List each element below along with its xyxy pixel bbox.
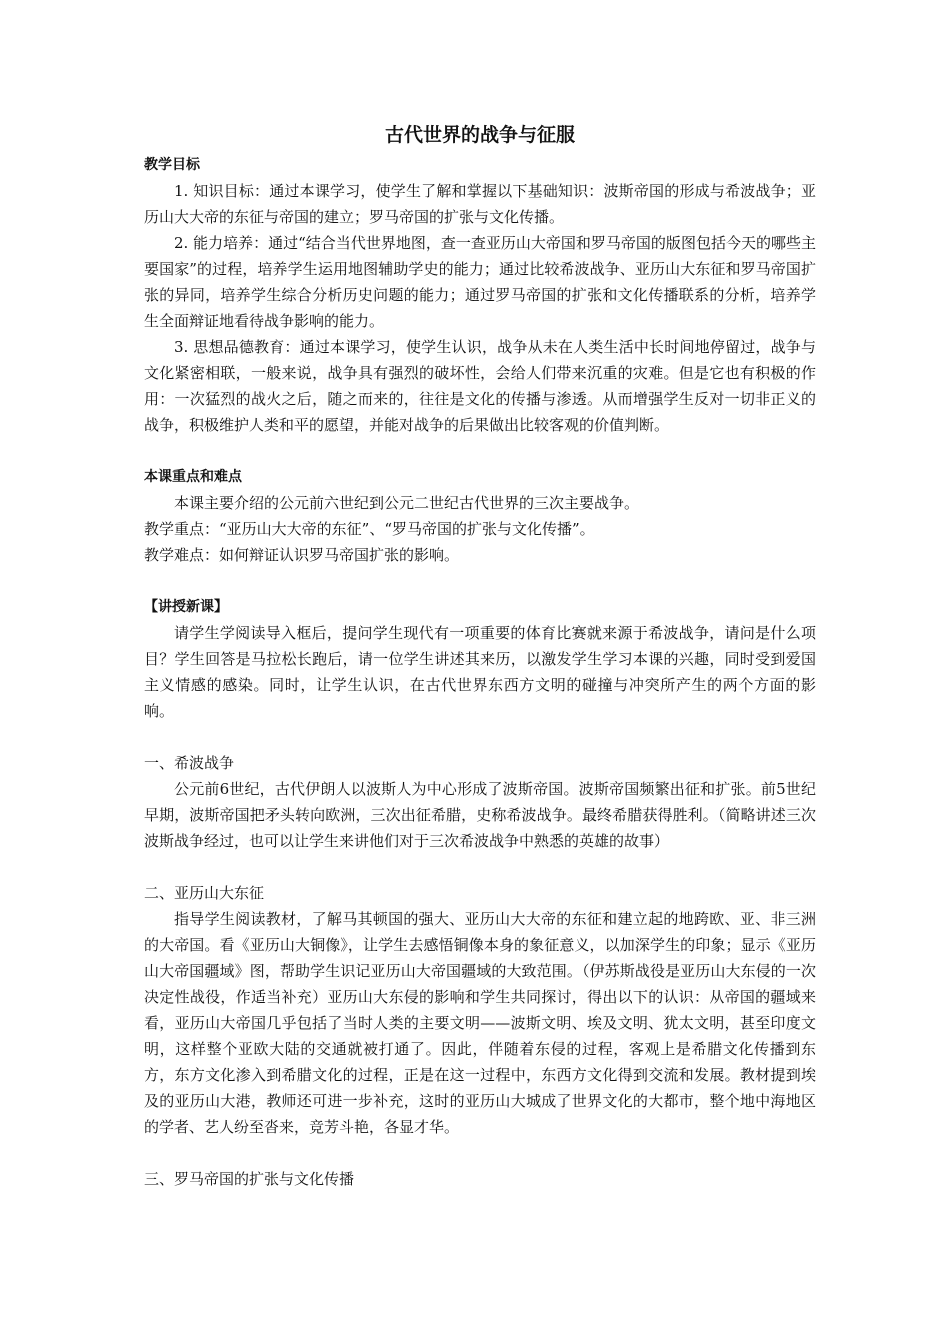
spacer — [144, 568, 816, 594]
focus-intro: 本课主要介绍的公元前六世纪到公元二世纪古代世界的三次主要战争。 — [174, 494, 640, 512]
section-text-greco-persian: 公元前6世纪，古代伊朗人以波斯人为中心形成了波斯帝国。波斯帝国频繁出征和扩张。前5世纪早期，波斯帝国把矛头转向欧洲，三次出征希腊，史称希波战争。最终希腊获得胜利。（简略讲述三次波斯战争经过，也可以让学生来讲他们对于三次希波战争中熟悉的英雄的故事） — [144, 780, 816, 850]
section-heading-alexander: 二、亚历山大东征 — [144, 884, 265, 902]
document-page — [144, 118, 816, 1192]
lesson-intro: 请学生学阅读导入框后，提问学生现代有一项重要的体育比赛就来源于希波战争，请问是什么项目？学生回答是马拉松长跑后，请一位学生讲述其来历，以激发学生学习本课的兴趣，同时受到爱国主义情感的感染。同时，让学生认识，在古代世界东西方文明的碰撞与冲突所产生的两个方面的影响。 — [144, 624, 816, 720]
objectives-heading: 教学目标 — [144, 157, 200, 173]
focus-heading: 本课重点和难点 — [144, 469, 242, 485]
section-heading-greco-persian: 一、希波战争 — [144, 754, 235, 772]
objective-ability: 2. 能力培养：通过“结合当代世界地图，查一查亚历山大帝国和罗马帝国的版图包括今天的哪些主要国家”的过程，培养学生运用地图辅助学史的能力；通过比较希波战争、亚历山大东征和罗马帝国扩张的异同，培养学生综合分析历史问题的能力；通过罗马帝国的扩张和文化传播联系的分析，培养学生全面辩证地看待战争影响的能力。 — [144, 234, 816, 330]
focus-key-point: 教学重点：“亚历山大大帝的东征”、“罗马帝国的扩张与文化传播”。 — [144, 520, 595, 538]
section-heading-rome: 三、罗马帝国的扩张与文化传播 — [144, 1170, 355, 1188]
focus-difficulty: 教学难点：如何辩证认识罗马帝国扩张的影响。 — [144, 546, 460, 564]
section-text-alexander: 指导学生阅读教材，了解马其顿国的强大、亚历山大大帝的东征和建立起的地跨欧、亚、非三洲的大帝国。看《亚历山大铜像》，让学生去感悟铜像本身的象征意义，以加深学生的印象；显示《亚历山大帝国疆域》图，帮助学生识记亚历山大帝国疆域的大致范围。（伊苏斯战役是亚历山大东侵的一次决定性战役，作适当补充）亚历山大东侵的影响和学生共同探讨，得出以下的认识：从帝国的疆域来看，亚历山大帝国几乎包括了当时人类的主要文明——波斯文明、埃及文明、犹太文明，甚至印度文明，这样整个亚欧大陆的交通就被打通了。因此，伴随着东侵的过程，客观上是希腊文化传播到东方，东方文化渗入到希腊文化的过程，正是在这一过程中，东西方文化得到交流和发展。教材提到埃及的亚历山大港，教师还可进一步补充，这时的亚历山大城成了世界文化的大都市，整个地中海地区的学者、艺人纷至沓来，竞芳斗艳，各显才华。 — [144, 910, 816, 1136]
page-title: 古代世界的战争与征服 — [384, 124, 575, 146]
lesson-heading: 【讲授新课】 — [144, 599, 228, 615]
spacer — [144, 854, 816, 880]
objective-moral: 3. 思想品德教育：通过本课学习，使学生认识，战争从未在人类生活中长时间地停留过，战争与文化紧密相联，一般来说，战争具有强烈的破坏性，会给人们带来沉重的灾难。但是它也有积极的作用：一次猛烈的战火之后，随之而来的，往往是文化的传播与渗透。从而增强学生反对一切非正义的战争，积极维护人类和平的愿望，并能对战争的后果做出比较客观的价值判断。 — [144, 338, 816, 434]
spacer — [144, 724, 816, 750]
spacer — [144, 1140, 816, 1166]
objective-knowledge: 1. 知识目标：通过本课学习，使学生了解和掌握以下基础知识：波斯帝国的形成与希波战争；亚历山大大帝的东征与帝国的建立；罗马帝国的扩张与文化传播。 — [144, 182, 816, 226]
spacer — [144, 438, 816, 464]
